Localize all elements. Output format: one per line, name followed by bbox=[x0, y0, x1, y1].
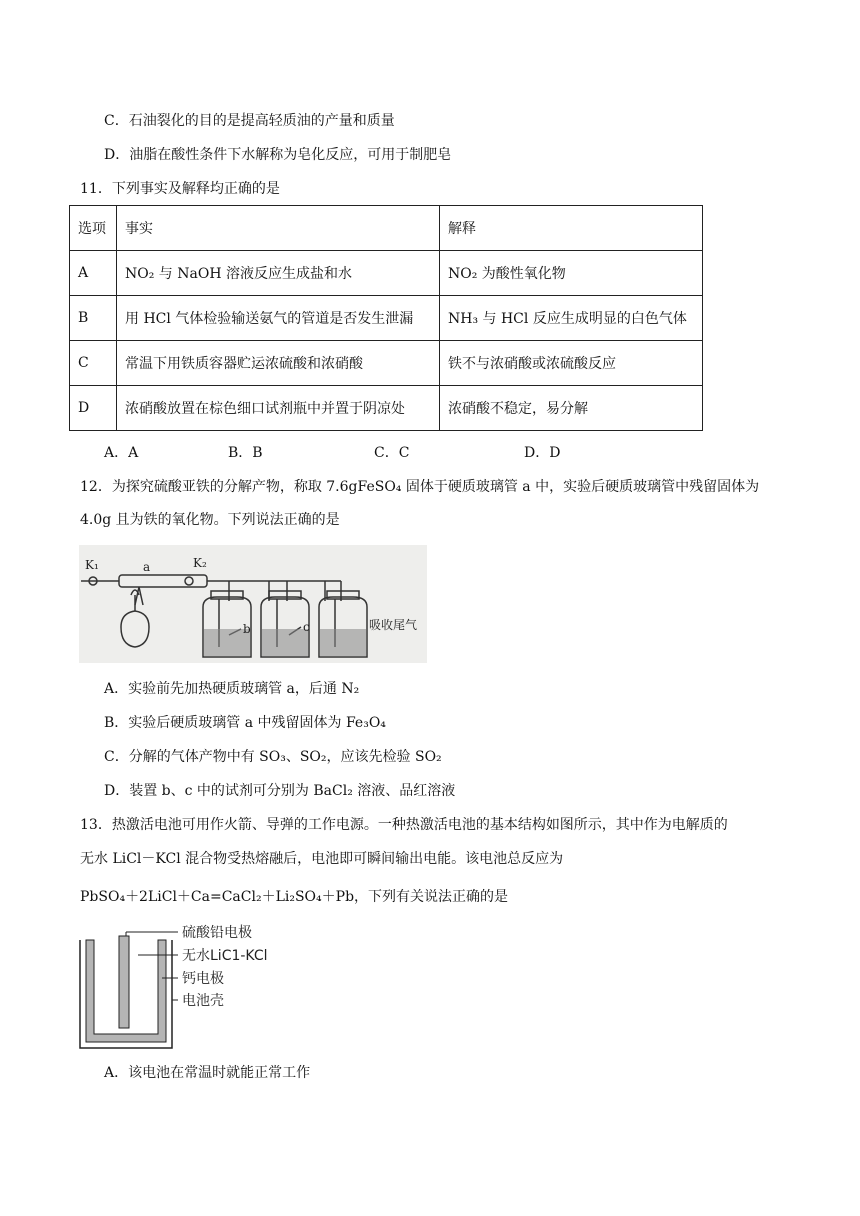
table-row bbox=[70, 251, 703, 296]
table-row bbox=[70, 341, 703, 386]
row-option: B bbox=[70, 296, 117, 341]
q13-stem-line2: 无水 LiCl－KCl 混合物受热熔融后，电池即可瞬间输出电能。该电池总反应为 bbox=[80, 851, 564, 867]
label-electrolyte: 无水LiC1-KCl bbox=[182, 948, 268, 964]
header-explain: 解释 bbox=[440, 206, 703, 251]
q12-option-d: D．装置 b、c 中的试剂可分别为 BaCl₂ 溶液、品红溶液 bbox=[104, 783, 456, 799]
battery-drawing bbox=[78, 922, 288, 1052]
answer-b: B．B bbox=[228, 445, 263, 461]
label-battery-shell: 电池壳 bbox=[182, 993, 224, 1009]
answer-a: A．A bbox=[104, 445, 139, 461]
label-a: a bbox=[143, 560, 151, 574]
q12-stem-line1: 12．为探究硫酸亚铁的分解产物，称取 7.6gFeSO₄ 固体于硬质玻璃管 a 中，实验后硬质玻璃管中残留固体为 bbox=[80, 479, 760, 495]
q12-option-b: B．实验后硬质玻璃管 a 中残留固体为 Fe₃O₄ bbox=[104, 715, 386, 731]
label-calcium-electrode: 钙电极 bbox=[182, 971, 224, 987]
q13-stem-line1: 13．热激活电池可用作火箭、导弹的工作电源。一种热激活电池的基本结构如图所示，其中作为电解质的 bbox=[80, 817, 728, 833]
q13-battery-figure bbox=[78, 922, 288, 1052]
row-explain: 浓硝酸不稳定，易分解 bbox=[440, 386, 703, 431]
label-tail-gas: 吸收尾气 bbox=[369, 618, 418, 632]
q11-table bbox=[69, 205, 703, 431]
q12-option-a: A．实验前先加热硬质玻璃管 a，后通 N₂ bbox=[104, 681, 360, 697]
table-header-row bbox=[70, 206, 703, 251]
q10-option-d: D．油脂在酸性条件下水解称为皂化反应，可用于制肥皂 bbox=[104, 147, 452, 163]
label-k1: K₁ bbox=[85, 558, 99, 572]
header-option: 选项 bbox=[70, 206, 117, 251]
row-explain: NH₃ 与 HCl 反应生成明显的白色气体 bbox=[440, 296, 703, 341]
q12-apparatus-figure bbox=[79, 545, 427, 663]
q13-option-a: A．该电池在常温时就能正常工作 bbox=[104, 1065, 311, 1081]
answer-c: C．C bbox=[374, 445, 410, 461]
table-row bbox=[70, 386, 703, 431]
q13-stem-line3: PbSO₄＋2LiCl＋Ca=CaCl₂＋Li₂SO₄＋Pb，下列有关说法正确的是 bbox=[80, 889, 509, 905]
row-option: A bbox=[70, 251, 117, 296]
table-row bbox=[70, 296, 703, 341]
label-lead-sulfate-electrode: 硫酸铅电极 bbox=[182, 925, 252, 941]
label-b: b bbox=[243, 622, 251, 636]
q11-stem: 11．下列事实及解释均正确的是 bbox=[80, 181, 280, 197]
header-fact: 事实 bbox=[117, 206, 440, 251]
row-option: D bbox=[70, 386, 117, 431]
answer-d: D．D bbox=[524, 445, 561, 461]
row-fact: 浓硝酸放置在棕色细口试剂瓶中并置于阴凉处 bbox=[117, 386, 440, 431]
row-option: C bbox=[70, 341, 117, 386]
label-k2: K₂ bbox=[193, 556, 207, 570]
row-fact: NO₂ 与 NaOH 溶液反应生成盐和水 bbox=[117, 251, 440, 296]
label-c: c bbox=[303, 620, 310, 634]
q10-option-c: C．石油裂化的目的是提高轻质油的产量和质量 bbox=[104, 113, 395, 129]
q12-stem-line2: 4.0g 且为铁的氧化物。下列说法正确的是 bbox=[80, 512, 340, 528]
apparatus-drawing bbox=[79, 545, 427, 663]
row-explain: 铁不与浓硝酸或浓硫酸反应 bbox=[440, 341, 703, 386]
row-fact: 常温下用铁质容器贮运浓硫酸和浓硝酸 bbox=[117, 341, 440, 386]
row-fact: 用 HCl 气体检验输送氨气的管道是否发生泄漏 bbox=[117, 296, 440, 341]
q12-option-c: C．分解的气体产物中有 SO₃、SO₂，应该先检验 SO₂ bbox=[104, 749, 442, 765]
row-explain: NO₂ 为酸性氧化物 bbox=[440, 251, 703, 296]
